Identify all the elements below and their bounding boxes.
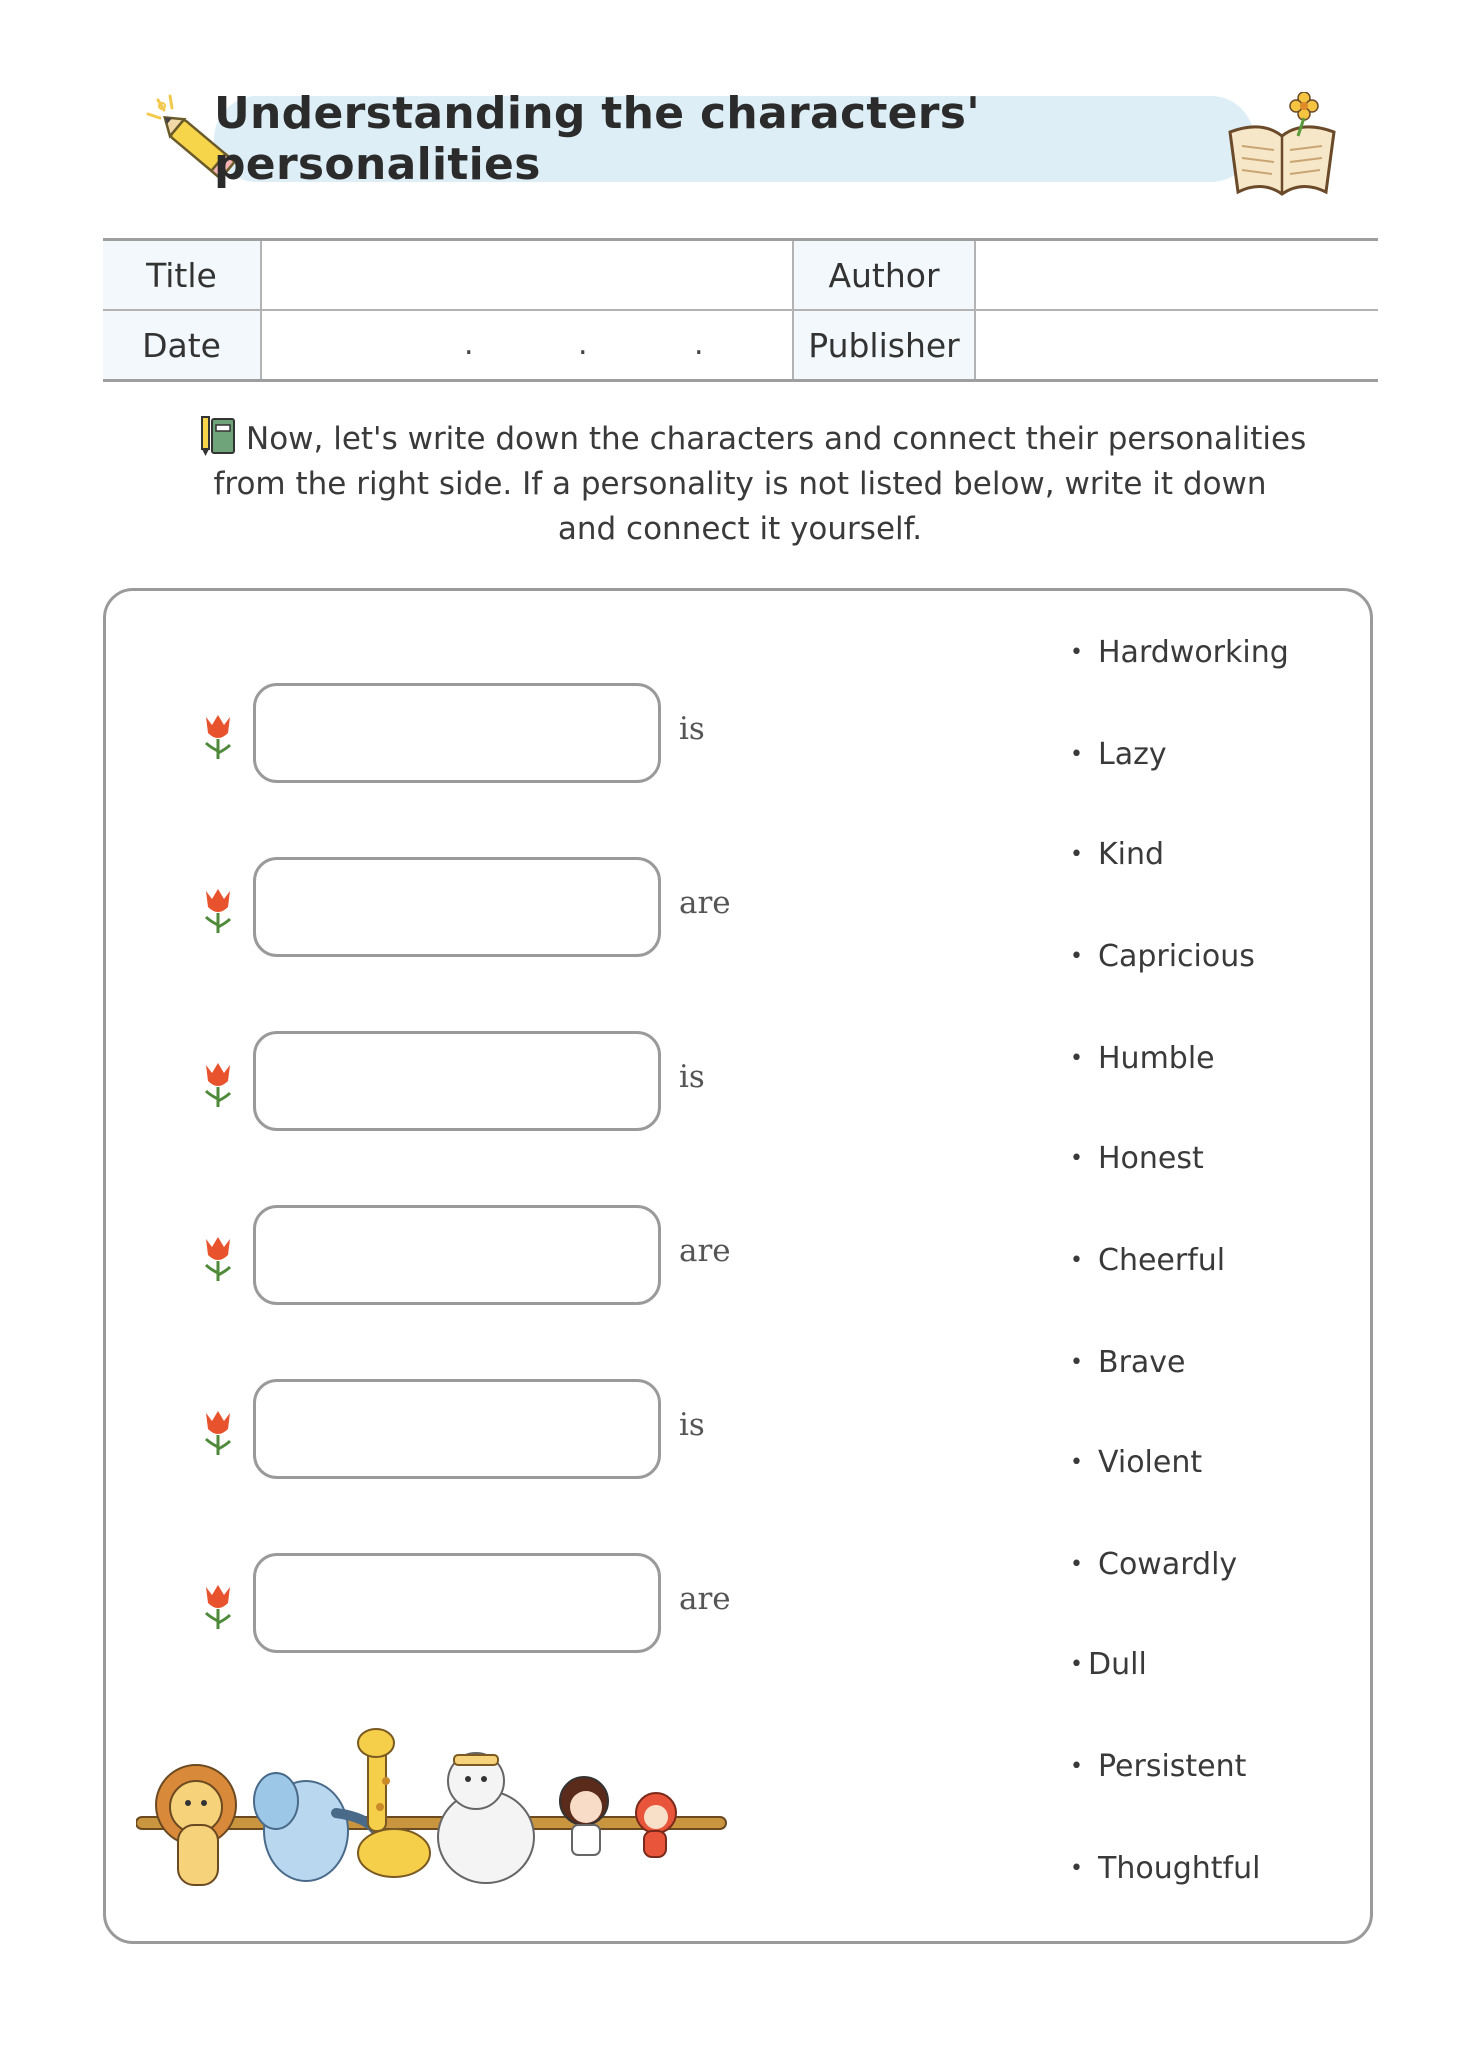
verb-label: are xyxy=(679,885,731,921)
verb-label: are xyxy=(679,1233,731,1269)
title-label: Title xyxy=(103,240,261,311)
author-field[interactable] xyxy=(975,240,1378,311)
date-separator: . xyxy=(694,327,704,362)
animals-on-branch-illustration xyxy=(136,1721,736,1911)
personality-item[interactable]: • Honest xyxy=(1070,1141,1204,1176)
character-row xyxy=(106,1205,731,1307)
personality-item[interactable]: • Violent xyxy=(1070,1445,1203,1480)
personality-item[interactable]: • Persistent xyxy=(1070,1749,1247,1784)
character-row xyxy=(106,857,731,959)
character-row xyxy=(106,1031,705,1133)
tulip-icon xyxy=(198,887,238,935)
character-name-input[interactable] xyxy=(253,683,661,783)
character-name-input[interactable] xyxy=(253,1031,661,1131)
personality-item[interactable]: • Dull xyxy=(1070,1647,1147,1682)
date-separator: . xyxy=(578,327,588,362)
instructions-line-3: and connect it yourself. xyxy=(557,511,923,547)
date-label: Date xyxy=(103,310,261,381)
date-field[interactable] xyxy=(261,310,793,381)
tulip-icon xyxy=(198,1583,238,1631)
personality-item[interactable]: • Hardworking xyxy=(1070,635,1289,670)
date-separator: . xyxy=(464,327,474,362)
personality-item[interactable]: • Humble xyxy=(1070,1041,1215,1076)
personality-item[interactable]: • Lazy xyxy=(1070,737,1167,772)
instructions-line-1: Now, let's write down the characters and connect their personalities xyxy=(200,415,1280,462)
character-row xyxy=(106,683,705,785)
verb-label: is xyxy=(679,1407,705,1443)
title-field[interactable] xyxy=(261,240,793,311)
page-title: Understanding the characters' personalities xyxy=(214,88,981,190)
verb-label: is xyxy=(679,1059,705,1095)
character-row xyxy=(106,1379,705,1481)
verb-label: are xyxy=(679,1581,731,1617)
personality-item[interactable]: • Capricious xyxy=(1070,939,1255,974)
character-name-input[interactable] xyxy=(253,1205,661,1305)
tulip-icon xyxy=(198,1409,238,1457)
personality-item[interactable]: • Brave xyxy=(1070,1345,1186,1380)
publisher-field[interactable] xyxy=(975,310,1378,381)
personality-item[interactable]: • Thoughtful xyxy=(1070,1851,1261,1886)
instructions xyxy=(200,415,1307,552)
book-icon xyxy=(1222,92,1342,202)
character-name-input[interactable] xyxy=(253,1379,661,1479)
personality-item[interactable]: • Cowardly xyxy=(1070,1547,1238,1582)
tulip-icon xyxy=(198,1061,238,1109)
notebook-pencil-icon xyxy=(200,415,236,457)
instructions-line-2: from the right side. If a personality is not listed below, write it down xyxy=(213,466,1267,502)
character-row xyxy=(106,1553,731,1655)
character-name-input[interactable] xyxy=(253,857,661,957)
publisher-label: Publisher xyxy=(793,310,975,381)
tulip-icon xyxy=(198,1235,238,1283)
verb-label: is xyxy=(679,711,705,747)
tulip-icon xyxy=(198,713,238,761)
character-name-input[interactable] xyxy=(253,1553,661,1653)
book-info-table xyxy=(103,238,1378,382)
personality-item[interactable]: • Cheerful xyxy=(1070,1243,1226,1278)
personality-item[interactable]: • Kind xyxy=(1070,837,1165,872)
author-label: Author xyxy=(793,240,975,311)
matching-panel xyxy=(103,588,1373,1944)
